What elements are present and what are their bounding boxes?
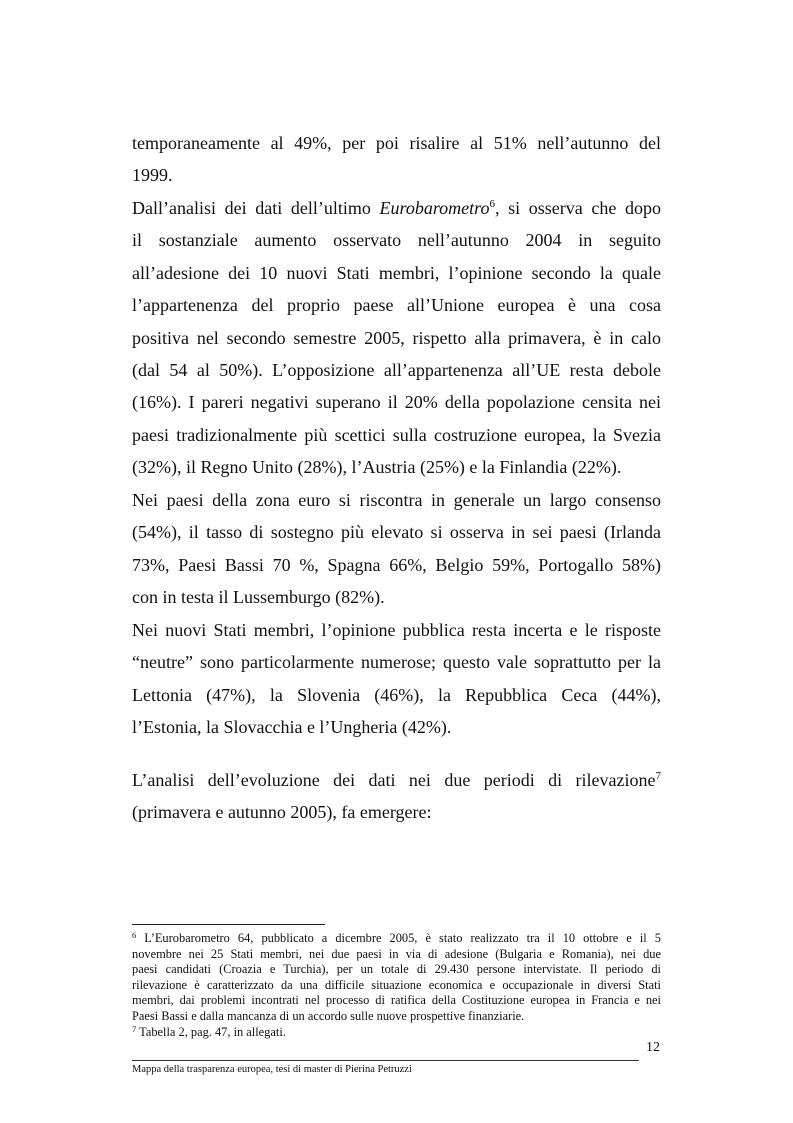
- text-line: (dal 54 al 50%). L’opposizione all’appartenenza all’UE resta debole: [132, 359, 661, 380]
- paragraph-eurobarometro: [132, 192, 661, 484]
- text-fragment: L’analisi dell’evoluzione dei dati nei due periodi di rilevazione: [132, 770, 656, 790]
- paragraph-nuovi-stati: [132, 614, 661, 744]
- text-line: temporaneamente al 49%, per poi risalire al 51% nell’autunno del: [132, 133, 661, 153]
- text-line: l’Estonia, la Slovacchia e l’Ungheria (42%).: [132, 717, 452, 738]
- text-line: Nei paesi della zona euro si riscontra in generale un largo consenso: [132, 490, 661, 510]
- text-line: (primavera e autunno 2005), fa emergere:: [132, 802, 432, 823]
- footnote-line: Paesi Bassi e dalla mancanza di un accordo sulle nuove prospettive finanziarie.: [132, 1008, 525, 1023]
- footnote-line: paesi candidati (Croazia e Turchia), per un totale di 29.430 persone intervistate. Il periodo di: [132, 962, 661, 977]
- footnote-separator: [132, 924, 325, 925]
- footnote-7: [132, 1025, 661, 1041]
- text-line: paesi tradizionalmente più scettici sulla costruzione europea, la Svezia: [132, 424, 661, 445]
- text-line: con in testa il Lussemburgo (82%).: [132, 587, 385, 608]
- footnote-line: rilevazione è caratterizzato da una difficile situazione economica e occupazionale in diversi Stati: [132, 977, 661, 992]
- footnote-line: novembre nei 25 Stati membri, nei due paesi in via di adesione (Bulgaria e Romania), nei due: [132, 946, 661, 961]
- running-footer: Mappa della trasparenza europea, tesi di master di Pierina Petruzzi: [132, 1064, 412, 1075]
- text-fragment: Tabella 2, pag. 47, in allegati.: [136, 1024, 286, 1039]
- page-number: 12: [646, 1040, 660, 1055]
- footnote-ref-7[interactable]: 7: [655, 770, 661, 782]
- text-line: “neutre” sono particolarmente numerose; questo vale soprattutto per la: [132, 652, 661, 673]
- paragraph-continuation: [132, 127, 661, 192]
- paragraph-evoluzione: [132, 764, 661, 829]
- text-line: l’appartenenza del proprio paese all’Unione europea è una cosa: [132, 295, 661, 316]
- text-line: positiva nel secondo semestre 2005, rispetto alla primavera, è in calo: [132, 327, 661, 348]
- text-line: (16%). I pareri negativi superano il 20% della popolazione censita nei: [132, 392, 661, 413]
- text-line: 73%, Paesi Bassi 70 %, Spagna 66%, Belgio 59%, Portogallo 58%): [132, 554, 661, 575]
- footnote-6: [132, 931, 661, 947]
- italic-term: Eurobarometro: [379, 198, 490, 218]
- text-line: (54%), il tasso di sostegno più elevato si osserva in sei paesi (Irlanda: [132, 522, 661, 543]
- footnote-ref-6[interactable]: 6: [489, 198, 495, 210]
- footer-separator: [132, 1060, 639, 1061]
- text-line: (32%), il Regno Unito (28%), l’Austria (25%) e la Finlandia (22%).: [132, 457, 622, 478]
- footnote-number: 7: [132, 1023, 137, 1034]
- text-line: all’adesione dei 10 nuovi Stati membri, l’opinione secondo la quale: [132, 262, 661, 283]
- text-fragment: L’Eurobarometro 64, pubblicato a dicembre 2005, è stato realizzato tra il 10 ottobre e il 5: [136, 931, 661, 945]
- text-line: [132, 192, 661, 224]
- footnote-line: membri, dai problemi incontrati nel processo di ratifica della Costituzione europea in Francia e nei: [132, 993, 661, 1008]
- text-line: [132, 764, 661, 796]
- text-line: Nei nuovi Stati membri, l’opinione pubblica resta incerta e le risposte: [132, 620, 661, 640]
- text-line: 1999.: [132, 165, 173, 186]
- text-fragment: , si osserva che dopo: [494, 198, 661, 218]
- footnotes: [132, 931, 661, 1040]
- footnote-number: 6: [132, 930, 137, 940]
- text-line: il sostanziale aumento osservato nell’autunno 2004 in seguito: [132, 230, 661, 251]
- text-line: Lettonia (47%), la Slovenia (46%), la Repubblica Ceca (44%),: [132, 684, 661, 705]
- paragraph-zona-euro: [132, 484, 661, 614]
- text-fragment: Dall’analisi dei dati dell’ultimo: [132, 198, 380, 218]
